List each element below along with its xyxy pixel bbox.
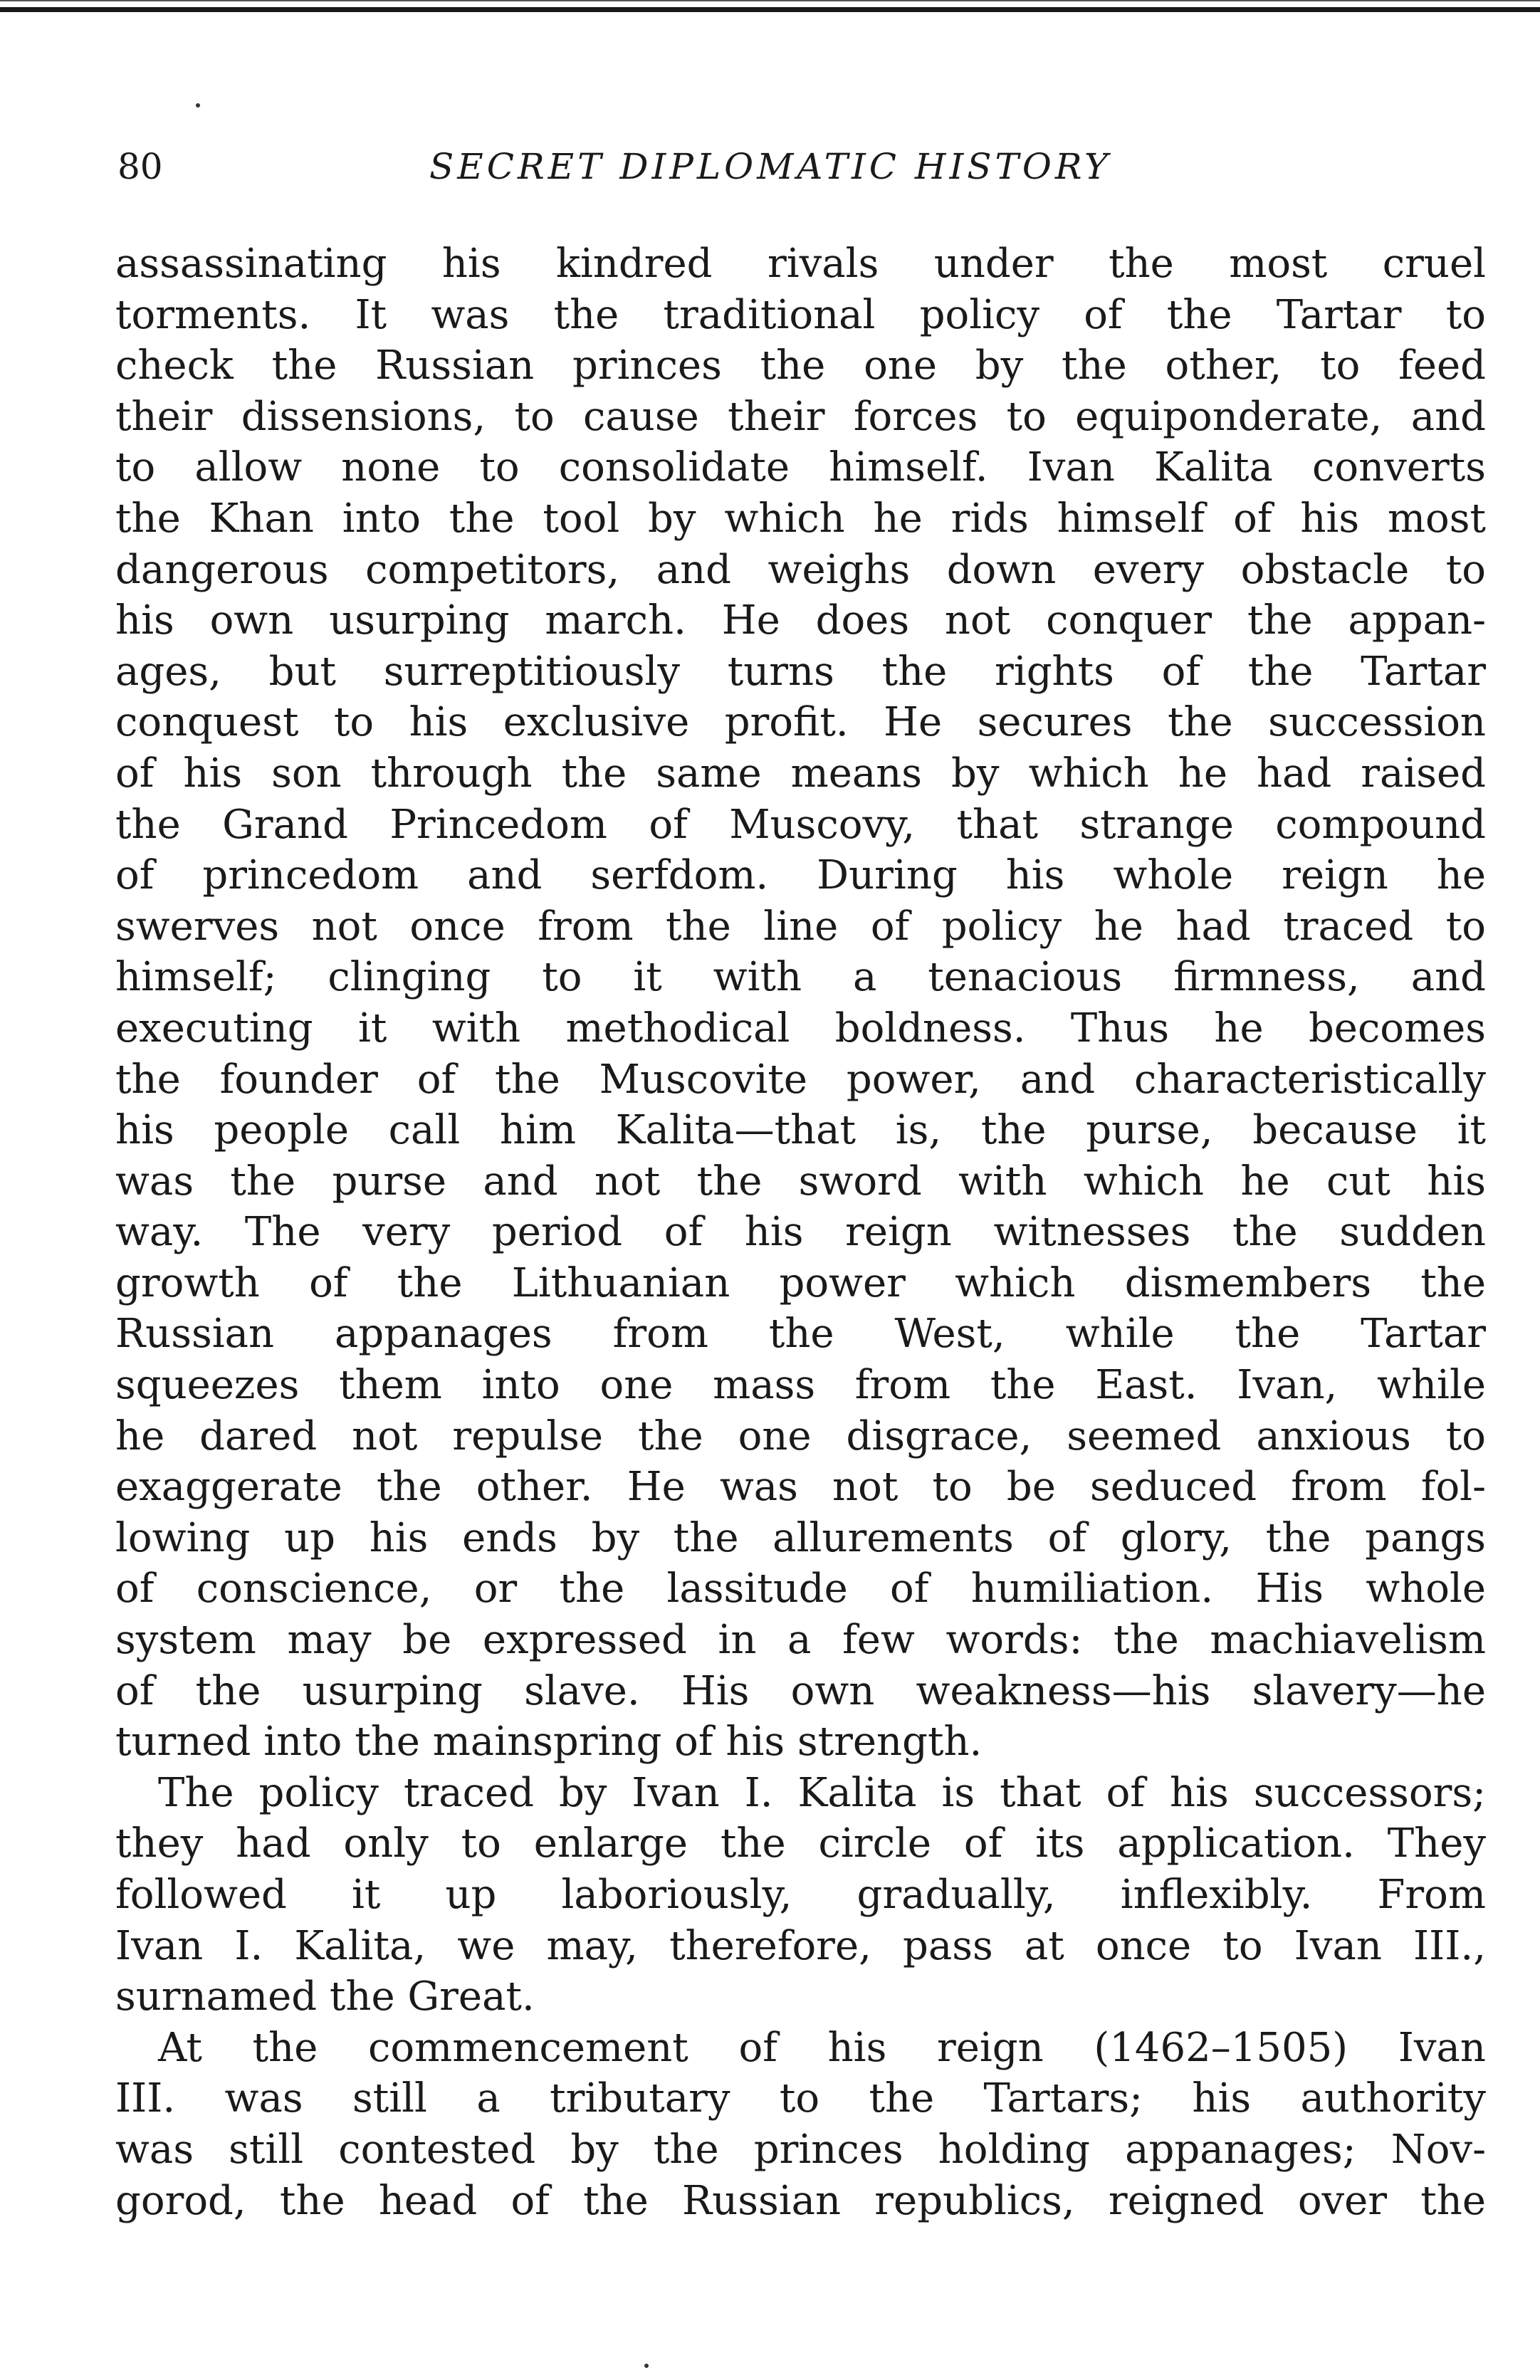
text-line: to allow none to consolidate himself. Ivan Kalita converts bbox=[115, 444, 1486, 491]
text-line: the Khan into the tool by which he rids himself of his most bbox=[115, 495, 1486, 542]
text-line: himself; clinging to it with a tenacious firmness, and bbox=[115, 954, 1486, 1001]
text-line: dangerous competitors, and weighs down every obstacle to bbox=[115, 546, 1486, 593]
page-header bbox=[117, 146, 1484, 203]
text-line: check the Russian princes the one by the other, to feed bbox=[115, 342, 1486, 389]
text-line: squeezes them into one mass from the East. Ivan, while bbox=[115, 1362, 1486, 1409]
text-line: their dissensions, to cause their forces to equiponderate, and bbox=[115, 393, 1486, 440]
text-line: Ivan I. Kalita, we may, therefore, pass at once to Ivan III., bbox=[115, 1922, 1486, 1969]
text-line: was still contested by the princes holding appanages; Nov- bbox=[115, 2126, 1486, 2173]
text-line: lowing up his ends by the allurements of glory, the pangs bbox=[115, 1514, 1486, 1561]
top-border-thin bbox=[0, 0, 1540, 1]
page-number: 80 bbox=[117, 146, 163, 187]
text-line: the founder of the Muscovite power, and characteristically bbox=[115, 1056, 1486, 1103]
text-line: conquest to his exclusive profit. He secures the succession bbox=[115, 699, 1486, 746]
text-line: At the commencement of his reign (1462–1505) Ivan bbox=[158, 2024, 1486, 2071]
text-line: turned into the mainspring of his strength. bbox=[115, 1719, 983, 1766]
text-line: followed it up laboriously, gradually, inflexibly. From bbox=[115, 1872, 1486, 1918]
text-line: of princedom and serfdom. During his whole reign he bbox=[115, 852, 1486, 899]
text-line: ages, but surreptitiously turns the rights of the Tartar bbox=[115, 648, 1486, 695]
running-title: SECRET DIPLOMATIC HISTORY bbox=[429, 146, 1111, 187]
text-line: system may be expressed in a few words: the machiavelism bbox=[115, 1617, 1486, 1664]
text-line: assassinating his kindred rivals under the most cruel bbox=[115, 241, 1486, 287]
text-line: of conscience, or the lassitude of humiliation. His whole bbox=[115, 1566, 1486, 1613]
print-speck bbox=[644, 2364, 649, 2368]
text-line: of his son through the same means by which he had raised bbox=[115, 750, 1486, 797]
text-line: swerves not once from the line of policy he had traced to bbox=[115, 903, 1486, 950]
text-line: his own usurping march. He does not conquer the appan- bbox=[115, 597, 1486, 644]
text-line: they had only to enlarge the circle of its application. They bbox=[115, 1820, 1486, 1867]
text-line: Russian appanages from the West, while the Tartar bbox=[115, 1311, 1486, 1358]
text-line: his people call him Kalita—that is, the purse, because it bbox=[115, 1107, 1486, 1154]
text-line: executing it with methodical boldness. Thus he becomes bbox=[115, 1005, 1486, 1052]
text-line: gorod, the head of the Russian republics, reigned over the bbox=[115, 2177, 1486, 2224]
top-border-rule bbox=[0, 7, 1540, 12]
text-line: The policy traced by Ivan I. Kalita is that of his successors; bbox=[158, 1769, 1486, 1816]
body-text bbox=[115, 238, 1486, 2226]
text-line: surnamed the Great. bbox=[115, 1973, 535, 2020]
text-line: was the purse and not the sword with which he cut his bbox=[115, 1158, 1486, 1205]
text-line: growth of the Lithuanian power which dismembers the bbox=[115, 1259, 1486, 1306]
text-line: III. was still a tributary to the Tartars; his authority bbox=[115, 2075, 1486, 2122]
text-line: he dared not repulse the one disgrace, seemed anxious to bbox=[115, 1412, 1486, 1459]
text-line: way. The very period of his reign witnesses the sudden bbox=[115, 1209, 1486, 1256]
text-line: exaggerate the other. He was not to be seduced from fol- bbox=[115, 1464, 1486, 1511]
text-line: of the usurping slave. His own weakness—his slavery—he bbox=[115, 1667, 1486, 1714]
text-line: torments. It was the traditional policy of the Tartar to bbox=[115, 291, 1486, 338]
print-speck bbox=[196, 103, 200, 108]
text-line: the Grand Princedom of Muscovy, that strange compound bbox=[115, 801, 1486, 848]
